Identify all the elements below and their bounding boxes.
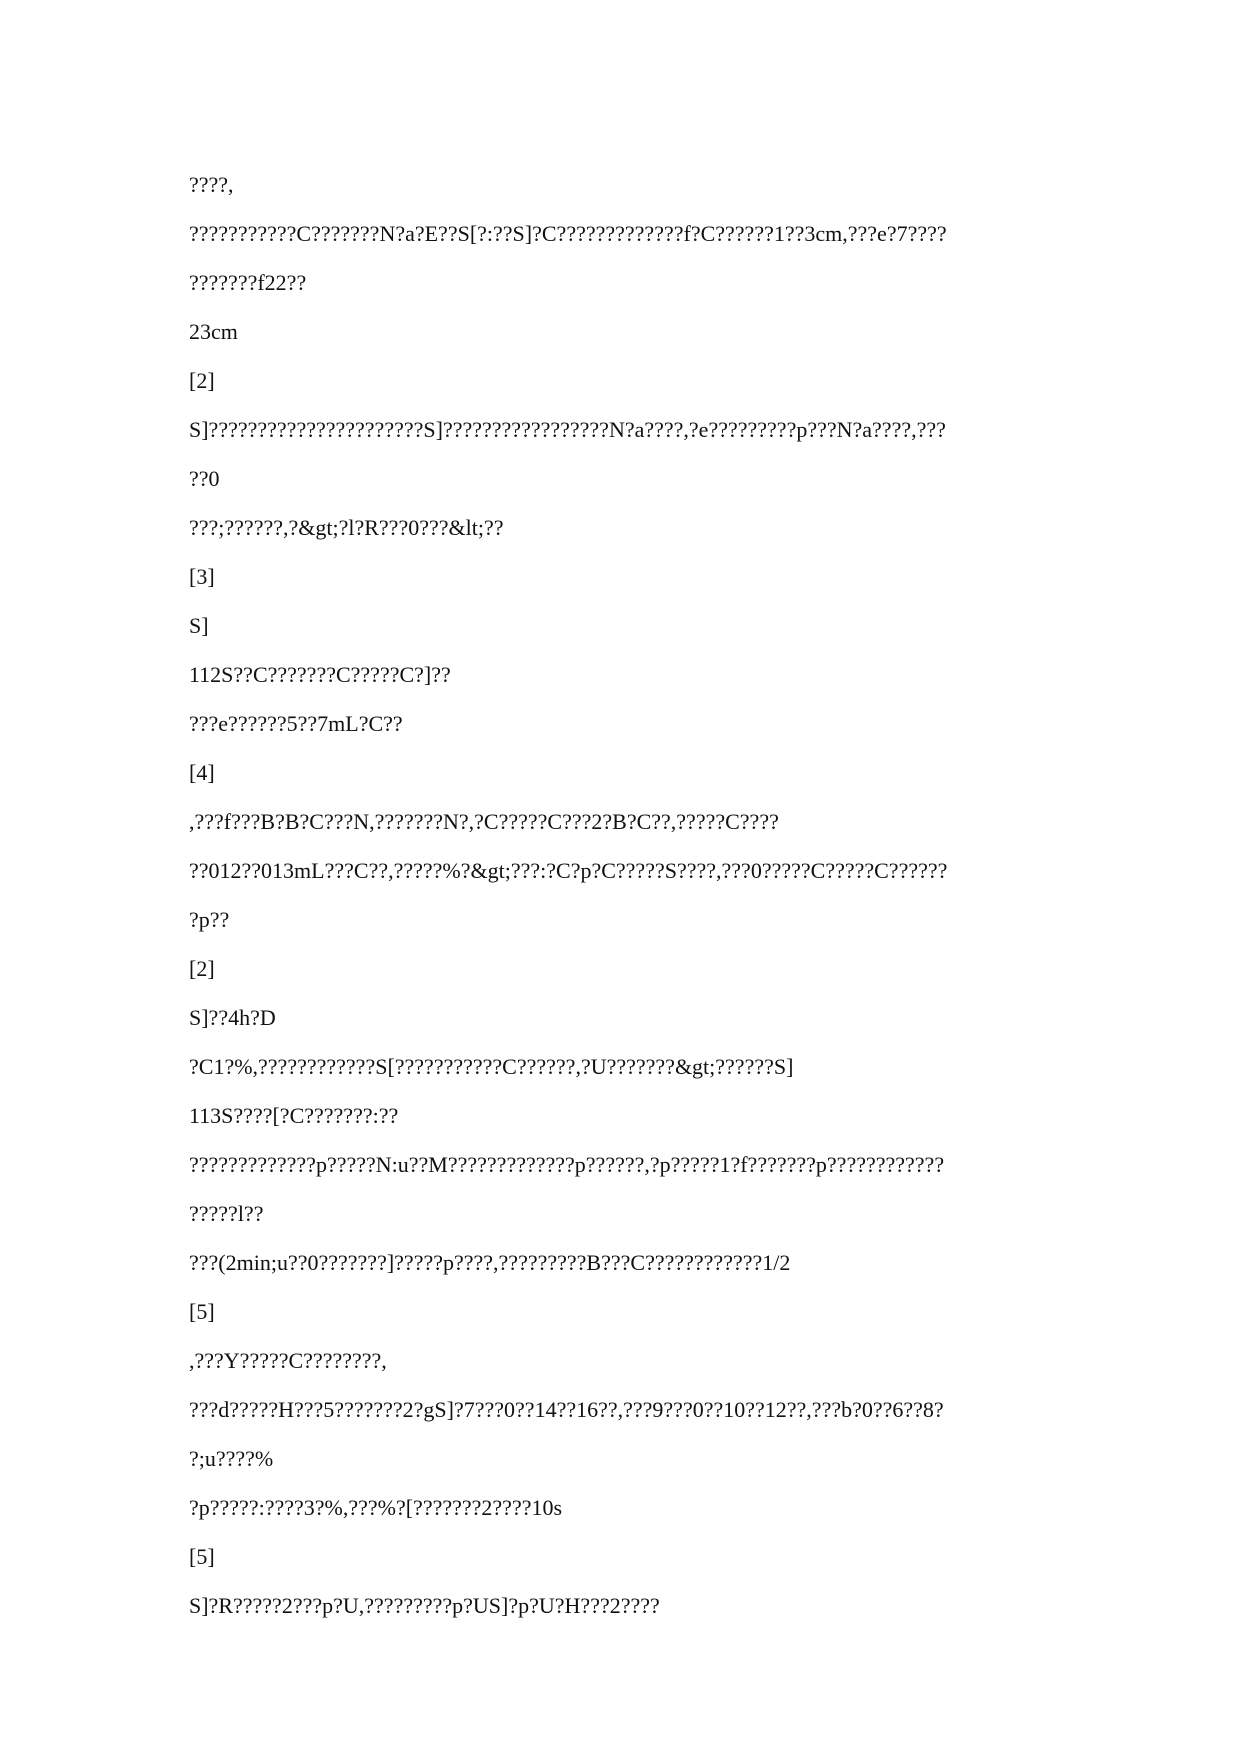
text-line: ?????l?? [189, 1201, 264, 1226]
text-line: ???????????C???????N?a?E??S[?:??S]?C?????????????f?C??????1??3cm,???e?7???? [189, 221, 947, 246]
text-line: ??012??013mL???C??,?????%?&gt;???:?C?p?C?????S????,???0?????C?????C?????? [189, 858, 948, 883]
text-line: ???(2min;u??0???????]?????p????,?????????B???C????????????1/2 [189, 1250, 791, 1275]
text-line: ??0 [189, 466, 220, 491]
text-line: S]?R?????2???p?U,?????????p?US]?p?U?H???2???? [189, 1593, 660, 1618]
document-body [189, 160, 1069, 1630]
text-line: ???????f22?? [189, 270, 307, 295]
citation-marker: [3] [189, 564, 215, 589]
citation-marker: [5] [189, 1299, 215, 1324]
text-line: ?????????????p?????N:u??M?????????????p??????,?p?????1?f???????p???????????? [189, 1152, 945, 1177]
text-line: ?p?????:????3?%,???%?[???????2????10s [189, 1495, 563, 1520]
text-line: ,???f???B?B?C???N,???????N?,?C?????C???2?B?C??,?????C???? [189, 809, 779, 834]
text-line: 112S??C???????C?????C?]?? [189, 662, 451, 687]
text-line: ,???Y?????C????????, [189, 1348, 387, 1373]
text-line: ???d?????H???5???????2?gS]?7???0??14??16??,???9???0??10??12??,???b?0??6??8? [189, 1397, 944, 1422]
citation-marker: [2] [189, 368, 215, 393]
text-line: ?;u????% [189, 1446, 274, 1471]
text-line: 23cm [189, 319, 238, 344]
citation-marker: [2] [189, 956, 215, 981]
text-line: S]??????????????????????S]?????????????????N?a????,?e?????????p???N?a????,??? [189, 417, 946, 442]
text-line: 113S????[?C???????:?? [189, 1103, 399, 1128]
text-line: ?p?? [189, 907, 230, 932]
text-line: ????, [189, 172, 234, 197]
text-line: S] [189, 613, 209, 638]
text-line: ???e??????5??7mL?C?? [189, 711, 403, 736]
text-line: S]??4h?D [189, 1005, 276, 1030]
citation-marker: [5] [189, 1544, 215, 1569]
text-line: ?C1?%,????????????S[???????????C??????,?U???????&gt;??????S] [189, 1054, 794, 1079]
citation-marker: [4] [189, 760, 215, 785]
text-line: ???;??????,?&gt;?l?R???0???&lt;?? [189, 515, 504, 540]
